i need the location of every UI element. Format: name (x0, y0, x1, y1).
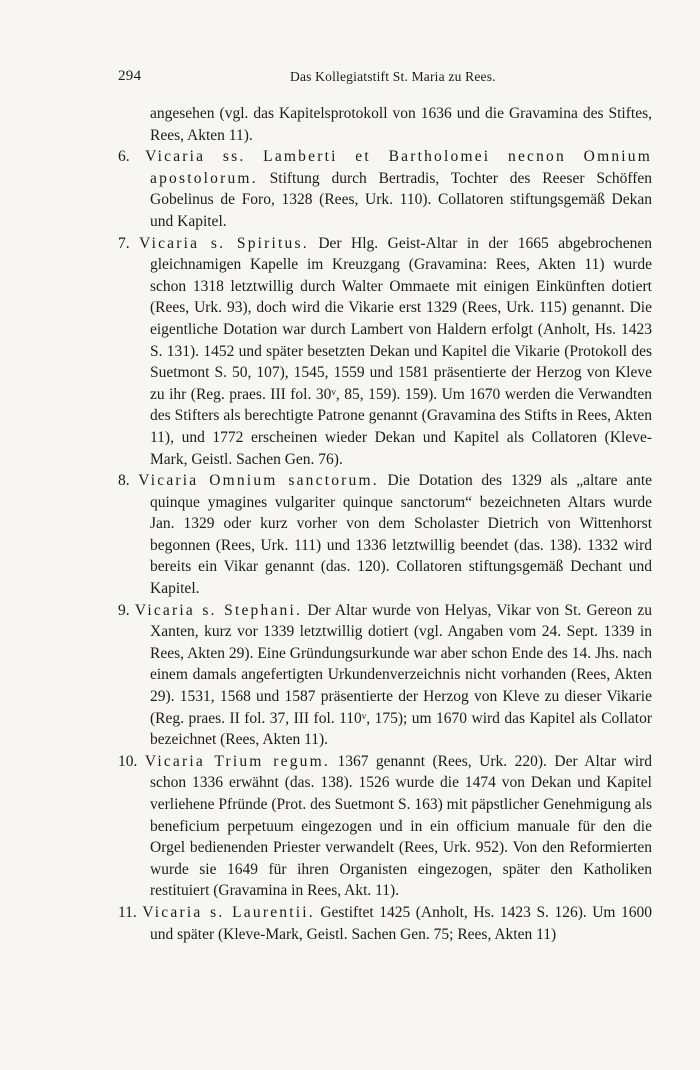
vicaria-entry-11 (118, 902, 652, 945)
vicaria-entry-10 (118, 751, 652, 902)
entry-title: Vicaria Omnium sanctorum. (138, 472, 379, 490)
entry-text: Der Altar wurde von Helyas, Vikar von St. Gereon zu Xanten, kurz vor 1339 letztwillig dotiert (vgl. Angaben vom 24. Sept. 1339 in Rees, Akten 29). Eine Gründungsurkunde war aber schon Ende des 14. Jhs. nach einem damals angefertigten Urkundenverzeichnis nicht vorhanden (Rees, Akten 29). 1531, 1568 und 1587 präsentierte der Herzog von Kleve zu dieser Vikarie (Reg. praes. II fol. 37, III fol. 110ᵛ, 175); um 1670 wird das Kapitel als Collator bezeichnet (Rees, Akten 11). (150, 601, 653, 749)
entry-title: Vicaria s. Laurentii. (142, 903, 315, 921)
page-number: 294 (118, 68, 142, 84)
entry-number: 9. (118, 601, 130, 619)
entry-text: Der Hlg. Geist-Altar in der 1665 abgebrochenen gleichnamigen Kapelle im Kreuzgang (Gravamina: Rees, Akten 11) wurde schon 1318 letztwillig durch Walter Ommaete mit einigen Einkünften dotiert (Rees, Urk. 93), doch wird die Vikarie erst 1329 (Rees, Urk. 115) genannt. Die eigentliche Dotation war durch Lambert von Haldern erfolgt (Anholt, Hs. 1423 S. 131). 1452 und später besetzten Dekan und Kapitel die Vikarie (Protokoll des Suetmont S. 50, 107), 1545, 1559 und 1581 präsentierte der Herzog von Kleve zu ihr (Reg. praes. III fol. 30ᵛ, 85, 159). 159). Um 1670 werden die Verwandten des Stifters als berechtigte Patrone genannt (Gravamina des Stifts in Rees, Akten 11), und 1772 erscheinen wieder Dekan und Kapitel als Collatoren (Kleve-Mark, Geistl. Sachen Gen. 76). (150, 234, 653, 468)
entry-title: Vicaria ss. Lamberti et Bartholomei necnon Omnium apostolorum. (145, 148, 652, 187)
entry-number: 6. (118, 148, 130, 166)
vicaria-entry-7 (118, 233, 652, 471)
vicaria-entry-9 (118, 600, 652, 751)
entry-text: 1367 genannt (Rees, Urk. 220). Der Altar wird schon 1336 erwähnt (das. 138). 1526 wurde die 1474 von Dekan und Kapitel verliehene Pfründe (Prot. des Suetmont S. 163) mit päpstlicher Genehmigung als beneficium perpetuum eingezogen und in ein officium manuale für den die Orgel bedienenden Priester verwandelt (Rees, Urk. 952). Von den Reformierten wurde sie 1649 für ihren Organisten eingezogen, später den Katholiken restituiert (Gravamina in Rees, Akt. 11). (150, 752, 653, 900)
entry-text: Die Dotation des 1329 als „altare ante quinque ymagines vulgariter quinque sanctorum“ bezeichneten Altars wurde Jan. 1329 oder kurz vorher von dem Scholaster Dietrich von Wittenhorst begonnen (Rees, Urk. 111) und 1336 letztwillig beendet (das. 138). 1332 wird bereits ein Vikar genannt (das. 120). Collatoren stiftungsgemäß Dechant und Kapitel. (150, 472, 653, 598)
continuation-paragraph: angesehen (vgl. das Kapitelsprotokoll von 1636 und die Gravamina des Stiftes, Rees, Akten 11). (150, 105, 652, 144)
body-text (118, 103, 652, 945)
vicaria-entry-6 (118, 146, 652, 232)
entry-title: Vicaria Trium regum. (144, 752, 330, 770)
entry-number: 7. (118, 234, 130, 252)
page-header (118, 68, 658, 90)
running-title: Das Kollegiatstift St. Maria zu Rees. (290, 69, 496, 84)
entry-text: Stiftung durch Bertradis, Tochter des Reeser Schöffen Gobelinus de Foro, 1328 (Rees, Urk. 110). Collatoren stiftungsgemäß Dekan und Kapitel. (150, 169, 653, 230)
entry-title: Vicaria s. Spiritus. (139, 234, 309, 252)
entry-number: 10. (118, 752, 138, 770)
vicaria-entry-8 (118, 470, 652, 600)
entry-number: 11. (118, 903, 137, 921)
entry-title: Vicaria s. Stephani. (134, 601, 303, 619)
entry-number: 8. (118, 472, 130, 490)
entry-text: Gestiftet 1425 (Anholt, Hs. 1423 S. 126). Um 1600 und später (Kleve-Mark, Geistl. Sachen Gen. 75; Rees, Akten 11) (150, 903, 652, 943)
